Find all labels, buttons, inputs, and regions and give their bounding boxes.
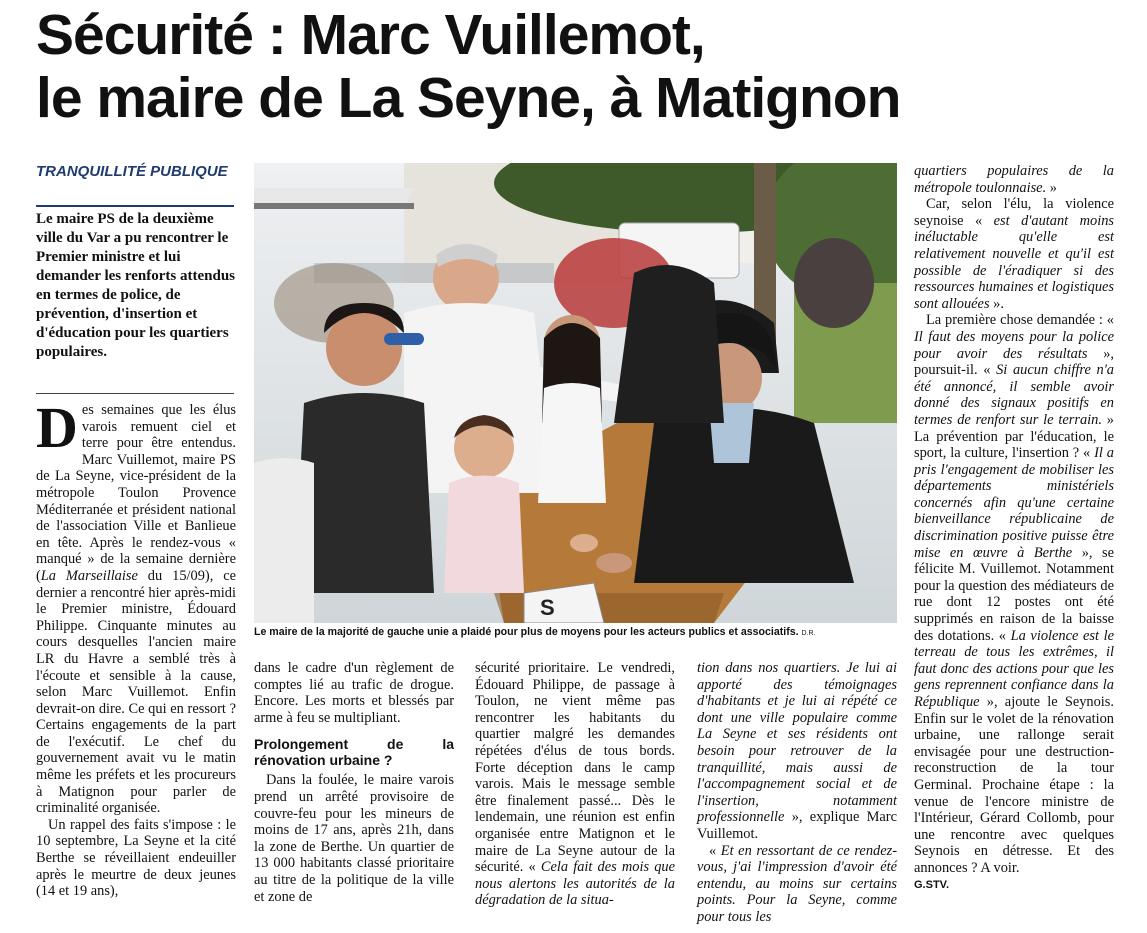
- paragraph: sécurité prioritaire. Le vendredi, Édouard Philippe, de passage à Toulon, ne vient même pas rencontrer les habitants du quartier malgré les demandes répétées d'élus de tous bords. Forte déception dans le camp varois. Mais le message semble être finalement passé... Dès le lendemain, une réunion est enfin organisée entre Matignon et le maire de La Seyne autour de la sécurité. « Cela fait des mois que nous alertons les autorités de la dégradation de la situa-: [475, 660, 675, 909]
- signature: G.STV.: [914, 878, 950, 891]
- article-column-1: [36, 395, 236, 900]
- paragraph: La première chose demandée : « Il faut des moyens pour la police pour avoir des résultats », poursuit-il. « Si aucun chiffre n'a été annoncé, il semble avoir donné des signaux positifs en termes de renfort sur le terrain. » La prévention par l'éducation, le sport, la culture, l'insertion ? « Il a pris l'engagement de mobiliser les départements ministériels concernés afin qu'une certaine bienveillance républicaine de discrimination positive puisse être mise en œuvre à Berthe », se félicite M. Vuillemot. Notamment pour la question des médiateurs de rue dont 12 postes ont été supprimés en raison de la baisse des dotations. « La violence est le terreau de tous les extrêmes, il faut donc des actions pour que les gens reprennent confiance dans la République », ajoute le Seynois. Enfin sur le volet de la rénovation urbaine, une rallonge serait envisagée pour une destruction-reconstruction de la tour Germinal. Prochaine étape : la venue de l'encore ministre de l'Intérieur, Gérard Collomb, pour une rencontre avec quelques Seynois en détresse. Et des annonces ? A voir.: [914, 312, 1115, 876]
- article-column-2: [254, 660, 454, 905]
- photo-caption: Le maire de la majorité de gauche unie a plaidé pour plus de moyens pour les acteurs publics et associatifs. D.R.: [254, 626, 816, 638]
- paragraph: tion dans nos quartiers. Je lui ai apporté des témoignages d'habitants et je lui ai répété ce dont une ville populaire comme La Seyne et ses résidents ont besoin pour retrouver de la tranquillité, mais aussi de l'accompagnement social et de l'insertion, notamment professionnelle », explique Marc Vuillemot.: [697, 660, 897, 842]
- paragraph: « Et en ressortant de ce rendez-vous, j'ai l'impression d'avoir été entendu, au moins sur certains points. Pour la Seyne, comme pour tous les: [697, 842, 897, 925]
- photo-sign-letter: S: [540, 595, 555, 620]
- headline: [36, 4, 1136, 130]
- kicker-rule: [36, 205, 234, 207]
- paragraph: Des semaines que les élus varois remuent ciel et terre pour être entendus. Marc Vuillemot, maire PS de La Seyne, vice-président de la métropole Toulon Provence Méditerranée et président national de l'association Ville et Banlieue en tête. Après le rendez-vous « manqué » de la semaine dernière (La Marseillaise du 15/09), ce dernier a rencontré hier après-midi le Premier ministre, Édouard Philippe. Cinquante minutes au cours desquelles l'ancien maire LR du Havre a semblé très à l'écoute et sensible à la cause, selon Marc Vuillemot. Enfin devrait-on dire. Ce qui en ressort ? Certains engagements de la part de l'exécutif. Le chef du gouvernement avait vu le matin même les préfets et les procureurs à Matignon pour parler de criminalité organisée.: [36, 395, 236, 817]
- paragraph: dans le cadre d'un règlement de comptes lié au trafic de drogue. Encore. Les morts et blessés par arme à feu se multipliant.: [254, 660, 454, 726]
- paragraph: Car, selon l'élu, la violence seynoise « est d'autant moins inéluctable qu'elle est relativement nouvelle et qu'il est possible de l'éradiquer si des ressources humaines et logistiques sont allouées ».: [914, 196, 1114, 312]
- kicker: TRANQUILLITÉ PUBLIQUE: [36, 163, 228, 180]
- paragraph: quartiers populaires de la métropole toulonnaise. »: [914, 163, 1114, 196]
- subhead: Prolongement de la rénovation urbaine ?: [254, 736, 454, 769]
- article-column-5: [914, 163, 1114, 893]
- headline-line-2: le maire de La Seyne, à Matignon: [36, 66, 901, 130]
- photo-illustration: [254, 163, 897, 623]
- article-column-4: [697, 660, 897, 926]
- article-column-3: [475, 660, 675, 909]
- paragraph: Un rappel des faits s'impose : le 10 septembre, La Seyne et la cité Berthe se réveillaient endeuiller après le meurtre de deux jeunes (14 et 19 ans),: [36, 816, 236, 900]
- headline-line-1: Sécurité : Marc Vuillemot,: [36, 3, 705, 67]
- article-photo: [254, 163, 897, 623]
- drop-cap: D: [36, 395, 78, 460]
- chapo-rule: [36, 393, 234, 394]
- chapo: Le maire PS de la deuxième ville du Var a pu rencontrer le Premier ministre et lui demander les renforts attendus en termes de police, de prévention, d'insertion et d'éducation pour les quartiers populaires.: [36, 211, 236, 360]
- paragraph: Dans la foulée, le maire varois prend un arrêté provisoire de couvre-feu pour les mineurs de moins de 17 ans, après 21h, dans la zone de Berthe. Un quartier de 13 000 habitants classé prioritaire au titre de la politique de la ville et zone de: [254, 772, 454, 905]
- photo-credit: D.R.: [801, 630, 816, 637]
